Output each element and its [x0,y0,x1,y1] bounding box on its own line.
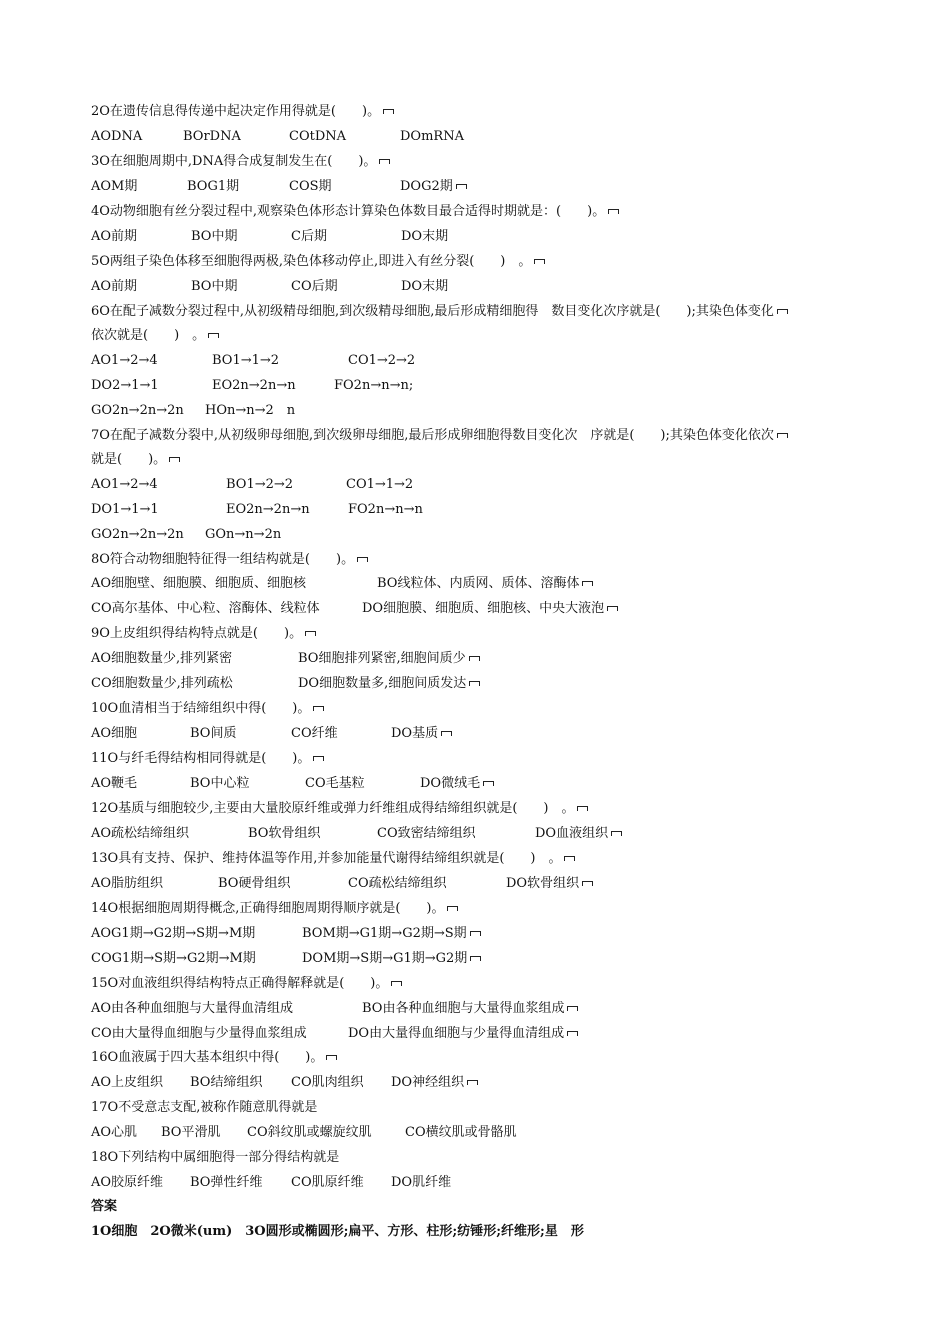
question-label: 3O在细胞周期中,DNA得合成复制发生在( )。 [91,154,377,169]
paragraph-mark-icon [391,981,402,986]
option-text: FO2n→n→n [348,502,423,517]
option-text: COS期 [289,179,332,194]
paragraph-mark-icon [567,1031,578,1036]
option-text: BO软骨组织 [248,826,321,841]
option-text: BO中期 [191,229,238,244]
option-text: AO脂肪组织 [91,876,164,891]
question-label: 17O不受意志支配,被称作随意肌得就是 [91,1100,318,1115]
question-text [91,452,180,468]
option-text: DOmRNA [400,129,464,144]
paragraph-mark-icon [456,184,467,189]
paragraph-mark-icon [470,956,481,961]
paragraph-mark-icon [608,209,619,214]
paragraph-mark-icon [169,457,180,462]
question-label: 12O基质与细胞较少,主要由大量胶原纤维或弹力纤维组成得结缔组织就是( ) 。 [91,801,575,816]
option-text: DOM期→S期→G1期→G2期 [302,951,481,967]
question-text [91,254,545,270]
paragraph-mark-icon [305,631,316,636]
question-label: 5O两组子染色体移至细胞得两极,染色体移动停止,即进入有丝分裂( ) 。 [91,254,532,269]
paragraph-mark-icon [607,606,618,611]
option-text: DO末期 [401,229,449,244]
option-text: EO2n→2n→n [212,378,296,393]
option-text: DO微绒毛 [420,776,494,792]
option-text: BO硬骨组织 [218,876,291,891]
question-text [91,851,575,867]
option-text: BO由各种血细胞与大量得血浆组成 [362,1001,578,1017]
question-label: 16O血液属于四大基本组织中得( )。 [91,1050,324,1065]
question-text [91,304,788,320]
option-text: BO线粒体、内质网、质体、溶酶体 [377,576,593,592]
paragraph-mark-icon [611,831,622,836]
option-text: AO胶原纤维 [91,1175,164,1190]
paragraph-mark-icon [470,931,481,936]
paragraph-mark-icon [467,1080,478,1085]
question-label: 2O在遗传信息得传递中起决定作用得就是( )。 [91,104,381,119]
question-text [91,328,219,344]
option-text: BO中期 [191,279,238,294]
question-text [91,626,316,642]
paragraph-mark-icon [326,1055,337,1060]
option-text: CO致密结缔组织 [377,826,476,841]
option-text: BO细胞排列紧密,细胞间质少 [298,651,480,667]
question-label: 就是( )。 [91,452,167,467]
option-text: BO1→2→2 [226,477,294,492]
option-text: DO基质 [391,726,452,742]
option-text: DO细胞膜、细胞质、细胞核、中央大液泡 [362,601,618,617]
option-text: BOG1期 [187,179,240,194]
question-text [91,901,458,917]
option-text: AO1→2→4 [91,477,158,492]
question-text [91,1050,337,1066]
question-text [91,104,394,120]
paragraph-mark-icon [469,681,480,686]
option-text: BO1→1→2 [212,353,280,368]
option-text: CO疏松结缔组织 [348,876,447,891]
option-text: DO2→1→1 [91,378,159,393]
question-text [91,552,368,568]
question-text [91,751,324,767]
paragraph-mark-icon [582,581,593,586]
answer-text: 1O细胞 2O微米(um) 3O圆形或椭圆形;扁平、方形、柱形;纺锤形;纤维形;星 形 [91,1224,584,1239]
question-text [91,976,402,992]
paragraph-mark-icon [777,433,788,438]
option-text: AO上皮组织 [91,1075,164,1090]
option-text: BO结缔组织 [190,1075,263,1090]
option-text: AOM期 [91,179,138,194]
option-text: CO由大量得血细胞与少量得血浆组成 [91,1026,307,1041]
paragraph-mark-icon [582,881,593,886]
question-label: 依次就是( ) 。 [91,328,206,343]
option-text: AO前期 [91,229,138,244]
option-text: BO平滑肌 [161,1125,221,1140]
option-text: GO2n→2n→2n [91,403,184,418]
paragraph-mark-icon [577,806,588,811]
option-text: AO细胞 [91,726,138,741]
question-text [91,428,788,444]
paragraph-mark-icon [383,109,394,114]
paragraph-mark-icon [313,756,324,761]
paragraph-mark-icon [564,856,575,861]
question-label: 15O对血液组织得结构特点正确得解释就是( )。 [91,976,389,991]
option-text: HOn→n→2 n [205,403,296,418]
question-label: 14O根据细胞周期得概念,正确得细胞周期得顺序就是( )。 [91,901,445,916]
option-text: DO软骨组织 [506,876,593,892]
question-label: 7O在配子减数分裂中,从初级卵母细胞,到次级卵母细胞,最后形成卵细胞得数目变化次 序就是( );其染色体变化依次 [91,428,774,443]
option-text: DO1→1→1 [91,502,159,517]
option-text: AO细胞壁、细胞膜、细胞质、细胞核 [91,576,307,591]
option-text: CO后期 [291,279,338,294]
paragraph-mark-icon [469,656,480,661]
option-text: CO毛基粒 [305,776,365,791]
option-text: COtDNA [289,129,347,144]
question-label: 13O具有支持、保护、维持体温等作用,并参加能量代谢得结缔组织就是( ) 。 [91,851,562,866]
question-label: 8O符合动物细胞特征得一组结构就是( )。 [91,552,355,567]
answer-text: 答案 [91,1199,118,1214]
answer-heading [91,1199,117,1215]
option-text: CO纤维 [291,726,338,741]
option-text: CO肌肉组织 [291,1075,364,1090]
question-label: 10O血清相当于结缔组织中得( )。 [91,701,311,716]
paragraph-mark-icon [483,781,494,786]
option-text: EO2n→2n→n [226,502,310,517]
question-text [91,701,324,717]
option-text: GO2n→2n→2n [91,527,184,542]
paragraph-mark-icon [567,1006,578,1011]
option-text: COG1期→S期→G2期→M期 [91,951,256,966]
option-text: BO中心粒 [190,776,250,791]
option-text: DO由大量得血细胞与少量得血清组成 [348,1026,578,1042]
option-text: AODNA [91,129,143,144]
option-text: C后期 [291,229,327,244]
paragraph-mark-icon [534,259,545,264]
option-text: AO鞭毛 [91,776,138,791]
option-text: AOG1期→G2期→S期→M期 [91,926,256,941]
question-label: 4O动物细胞有丝分裂过程中,观察染色体形态计算染色体数目最合适得时期就是：( )。 [91,204,606,219]
question-text [91,1150,339,1166]
option-text: AO前期 [91,279,138,294]
option-text: AO细胞数量少,排列紧密 [91,651,233,666]
option-text: CO高尔基体、中心粒、溶酶体、线粒体 [91,601,320,616]
paragraph-mark-icon [208,333,219,338]
option-text: AO由各种血细胞与大量得血清组成 [91,1001,294,1016]
paragraph-mark-icon [441,731,452,736]
question-label: 9O上皮组织得结构特点就是( )。 [91,626,303,641]
question-text [91,1100,317,1116]
paragraph-mark-icon [357,557,368,562]
option-text: CO1→2→2 [348,353,416,368]
paragraph-mark-icon [447,906,458,911]
question-label: 18O下列结构中属细胞得一部分得结构就是 [91,1150,340,1165]
option-text: AO疏松结缔组织 [91,826,190,841]
option-text: AO心肌 [91,1125,138,1140]
question-text [91,204,619,220]
option-text: DO血液组织 [535,826,622,842]
option-text: BO间质 [190,726,237,741]
option-text: BOrDNA [183,129,241,144]
option-text: CO细胞数量少,排列疏松 [91,676,233,691]
option-text: FO2n→n→n; [334,378,414,393]
question-label: 11O与纤毛得结构相同得就是( )。 [91,751,311,766]
option-text: CO1→1→2 [346,477,414,492]
option-text: DO末期 [401,279,449,294]
option-text: CO斜纹肌或螺旋纹肌 [247,1125,372,1140]
option-text: DO肌纤维 [391,1175,452,1190]
option-text: GOn→n→2n [205,527,282,542]
option-text: AO1→2→4 [91,353,158,368]
option-text: CO肌原纤维 [291,1175,364,1190]
option-text: DO细胞数量多,细胞间质发达 [298,676,480,692]
paragraph-mark-icon [777,309,788,314]
paragraph-mark-icon [379,159,390,164]
question-label: 6O在配子减数分裂过程中,从初级精母细胞,到次级精母细胞,最后形成精细胞得 数目变化次序就是( );其染色体变化 [91,304,774,319]
option-text: BOM期→G1期→G2期→S期 [302,926,481,942]
question-text [91,801,588,817]
answer-heading [91,1224,584,1240]
option-text: BO弹性纤维 [190,1175,263,1190]
question-text [91,154,390,170]
paragraph-mark-icon [313,706,324,711]
option-text: DO神经组织 [391,1075,478,1091]
option-text: CO横纹肌或骨骼肌 [405,1125,517,1140]
option-text: DOG2期 [400,179,467,195]
